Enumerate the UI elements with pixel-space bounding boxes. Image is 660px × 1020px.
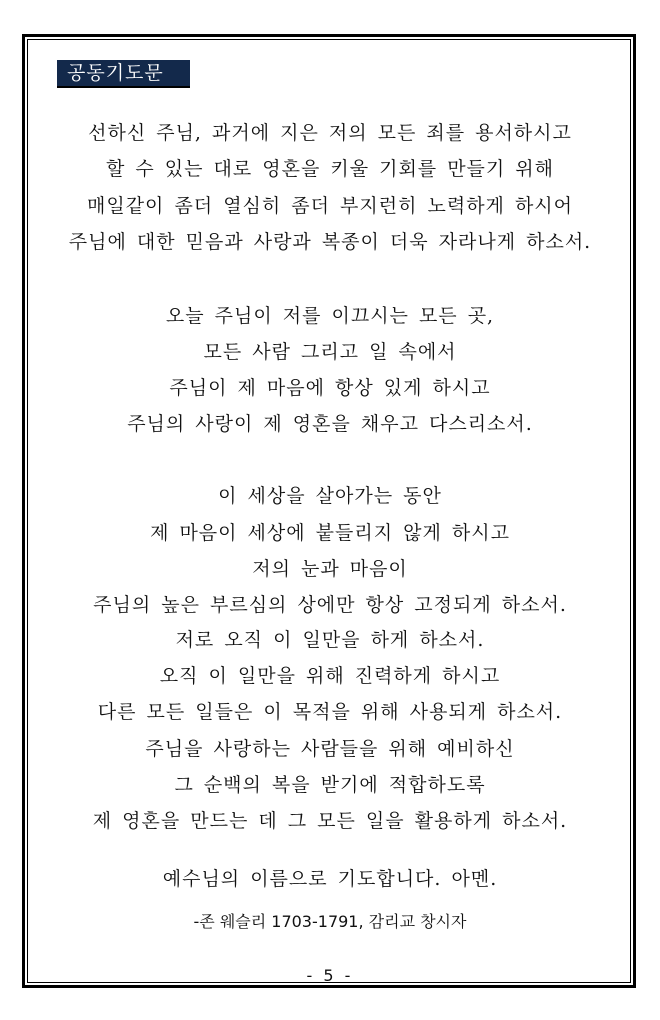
- prayer-line: 주님이 제 마음에 항상 있게 하시고: [169, 377, 491, 399]
- prayer-line: 그 순백의 복을 받기에 적합하도록: [174, 774, 486, 796]
- prayer-line: 모든 사람 그리고 일 속에서: [203, 341, 457, 363]
- prayer-line: 제 마음이 세상에 붙들리지 않게 하시고: [150, 522, 510, 544]
- prayer-line: 주님의 높은 부르심의 상에만 항상 고정되게 하소서.: [93, 594, 567, 616]
- prayer-line: 주님을 사랑하는 사람들을 위해 예비하신: [145, 738, 515, 760]
- prayer-line: 주님에 대한 믿음과 사랑과 복종이 더욱 자라나게 하소서.: [68, 231, 592, 253]
- closing-line: 예수님의 이름으로 기도합니다. 아멘.: [162, 868, 498, 890]
- page-number: - 5 -: [306, 966, 354, 985]
- prayer-line: 오늘 주님이 저를 이끄시는 모든 곳,: [165, 305, 495, 327]
- prayer-line: 다른 모든 일들은 이 목적을 위해 사용되게 하소서.: [97, 701, 563, 723]
- prayer-line: 저로 오직 이 일만을 하게 하소서.: [175, 629, 485, 651]
- prayer-line: 이 세상을 살아가는 동안: [218, 485, 442, 507]
- prayer-line: 오직 이 일만을 위해 진력하게 하시고: [159, 665, 501, 687]
- prayer-line: 저의 눈과 마음이: [252, 558, 408, 580]
- title-underline: [57, 86, 190, 88]
- prayer-line: 선하신 주님, 과거에 지은 저의 모든 죄를 용서하시고: [88, 122, 572, 144]
- prayer-line: 제 영혼을 만드는 데 그 모든 일을 활용하게 하소서.: [92, 810, 568, 832]
- page-title: 공동기도문: [67, 62, 164, 84]
- prayer-line: 할 수 있는 대로 영혼을 키울 기회를 만들기 위해: [105, 158, 555, 180]
- attribution: -존 웨슬리 1703-1791, 감리교 창시자: [193, 912, 467, 931]
- prayer-line: 주님의 사랑이 제 영혼을 채우고 다스리소서.: [127, 413, 533, 435]
- prayer-line: 매일같이 좀더 열심히 좀더 부지런히 노력하게 하시어: [86, 195, 574, 217]
- title-badge: [57, 60, 190, 86]
